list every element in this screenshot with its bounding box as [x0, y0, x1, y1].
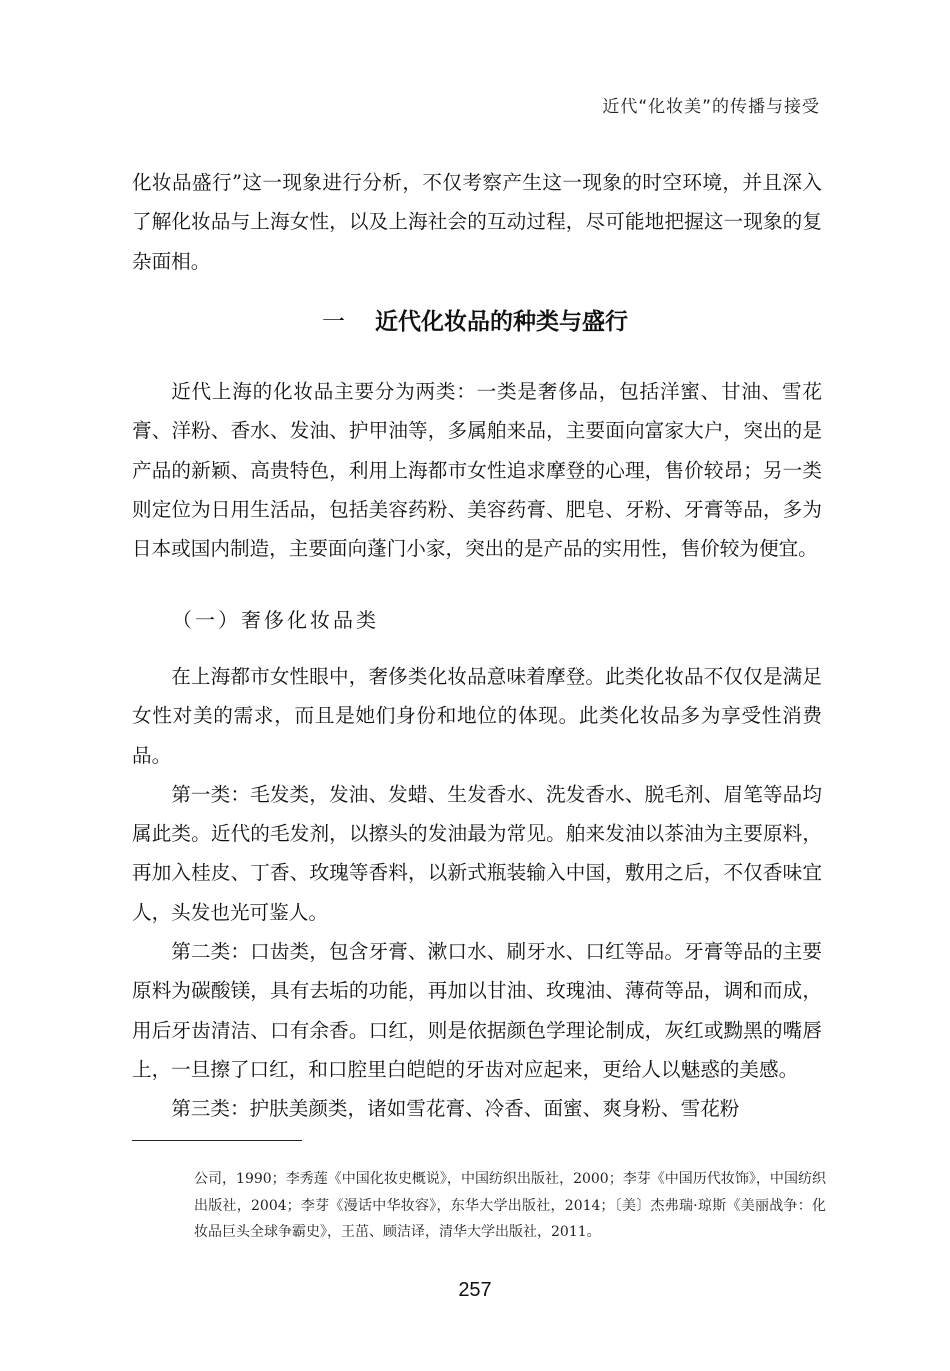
paragraph: 近代上海的化妆品主要分为两类：一类是奢侈品，包括洋蜜、甘油、雪花膏、洋粉、香水、发油、护甲油等，多属舶来品，主要面向富家大户，突出的是产品的新颖、高贵特色，利用上海都市女性追求摩登的心理，售价较昂；另一类则定位为日用生活品，包括美容药粉、美容药膏、肥皂、牙粉、牙膏等品，多为日本或国内制造，主要面向蓬门小家，突出的是产品的实用性，售价较为便宜。 — [132, 380, 822, 561]
paragraph: 化妆品盛行”这一现象进行分析，不仅考察产生这一现象的时空环境，并且深入了解化妆品与上海女性，以及上海社会的互动过程，尽可能地把握这一现象的复杂面相。 — [132, 171, 822, 273]
section-title: 近代化妆品的种类与盛行 — [375, 309, 628, 335]
section-paragraph — [132, 372, 822, 568]
footnote: 公司，1990；李秀莲《中国化妆史概说》，中国纺织出版社，2000；李芽《中国历代妆饰》，中国纺织出版社，2004；李芽《漫话中华妆容》，东华大学出版社，2014；〔美〕杰弗瑞·琼斯《美丽战争：化妆品巨头全球争霸史》，王茁、顾洁译，清华大学出版社，2011。 — [194, 1171, 826, 1240]
section-heading — [0, 303, 950, 336]
section-number: 一 — [322, 309, 345, 335]
paragraph: 第二类：口齿类，包含牙膏、漱口水、刷牙水、口红等品。牙膏等品的主要原料为碳酸镁，具有去垢的功能，再加以甘油、玫瑰油、薄荷等品，调和而成，用后牙齿清洁、口有余香。口红，则是依据颜色学理论制成，灰红或黝黑的嘴唇上，一旦擦了口红，和口腔里白皑皑的牙齿对应起来，更给人以魅惑的美感。 — [132, 940, 822, 1081]
paragraph: 第三类：护肤美颜类，诸如雪花膏、冷香、面蜜、爽身粉、雪花粉 — [171, 1097, 740, 1121]
subsection-heading: （一）奢侈化妆品类 — [172, 608, 379, 632]
body-paragraphs — [132, 657, 822, 1129]
page-number: 257 — [458, 1279, 492, 1301]
running-head: 近代“化妆美”的传播与接受 — [602, 97, 820, 117]
footnote-divider — [132, 1140, 302, 1141]
intro-paragraph — [132, 163, 822, 281]
paragraph: 在上海都市女性眼中，奢侈类化妆品意味着摩登。此类化妆品不仅仅是满足女性对美的需求，而且是她们身份和地位的体现。此类化妆品多为享受性消费品。 — [132, 665, 822, 767]
paragraph: 第一类：毛发类，发油、发蜡、生发香水、洗发香水、脱毛剂、眉笔等品均属此类。近代的毛发剂，以擦头的发油最为常见。舶来发油以茶油为主要原料，再加入桂皮、丁香、玫瑰等香料，以新式瓶装输入中国，敷用之后，不仅香味宜人，头发也光可鉴人。 — [132, 782, 822, 924]
